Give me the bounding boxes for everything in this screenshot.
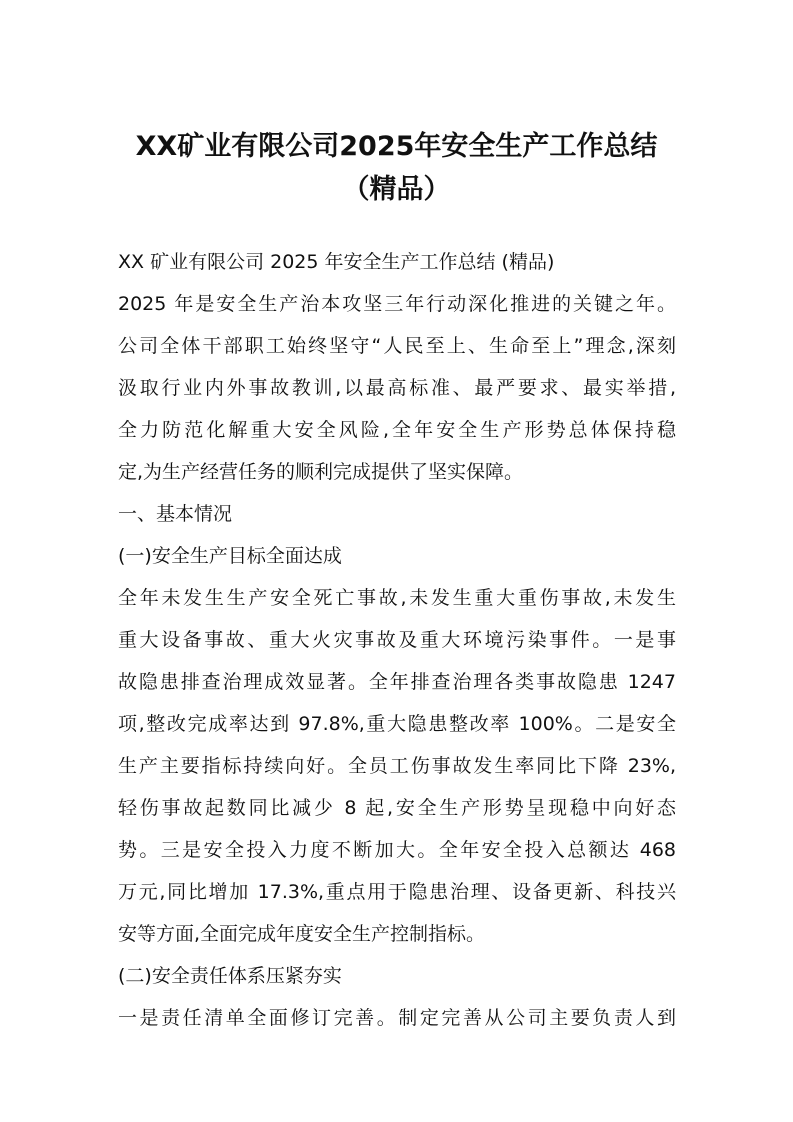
text-line: 2025 年是安全生产治本攻坚三年行动深化推进的关键之年。	[118, 293, 676, 315]
text-line: 一、基本情况	[118, 503, 233, 525]
document-title-line2: （精品）	[342, 174, 451, 205]
text-line: 重大设备事故、重大火灾事故及重大环境污染事件。一是事	[118, 629, 676, 651]
text-line: 全年未发生生产安全死亡事故,未发生重大重伤事故,未发生	[118, 587, 676, 609]
text-line: 故隐患排查治理成效显著。全年排查治理各类事故隐患 1247	[118, 671, 676, 693]
text-line: (一)安全生产目标全面达成	[118, 545, 342, 567]
text-line: 汲取行业内外事故教训,以最高标准、最严要求、最实举措,	[118, 377, 676, 399]
text-line: 势。三是安全投入力度不断加大。全年安全投入总额达 468	[118, 839, 676, 861]
text-line: 全力防范化解重大安全风险,全年安全生产形势总体保持稳	[118, 419, 676, 441]
text-line: XX 矿业有限公司 2025 年安全生产工作总结 (精品)	[118, 251, 555, 273]
document-title-line1: XX矿业有限公司2025年安全生产工作总结	[135, 131, 658, 162]
text-line: 公司全体干部职工始终坚守“人民至上、生命至上”理念,深刻	[118, 335, 676, 357]
text-line: 定,为生产经营任务的顺利完成提供了坚实保障。	[118, 461, 524, 483]
text-line: (二)安全责任体系压紧夯实	[118, 965, 342, 987]
document-body	[118, 245, 676, 1043]
text-line: 轻伤事故起数同比减少 8 起,安全生产形势呈现稳中向好态	[118, 797, 676, 819]
text-line: 一是责任清单全面修订完善。制定完善从公司主要负责人到	[118, 1007, 676, 1029]
text-line: 安等方面,全面完成年度安全生产控制指标。	[118, 923, 486, 945]
text-line: 项,整改完成率达到 97.8%,重大隐患整改率 100%。二是安全	[118, 713, 676, 735]
text-line: 生产主要指标持续向好。全员工伤事故发生率同比下降 23%,	[118, 755, 676, 777]
text-line: 万元,同比增加 17.3%,重点用于隐患治理、设备更新、科技兴	[118, 881, 676, 903]
